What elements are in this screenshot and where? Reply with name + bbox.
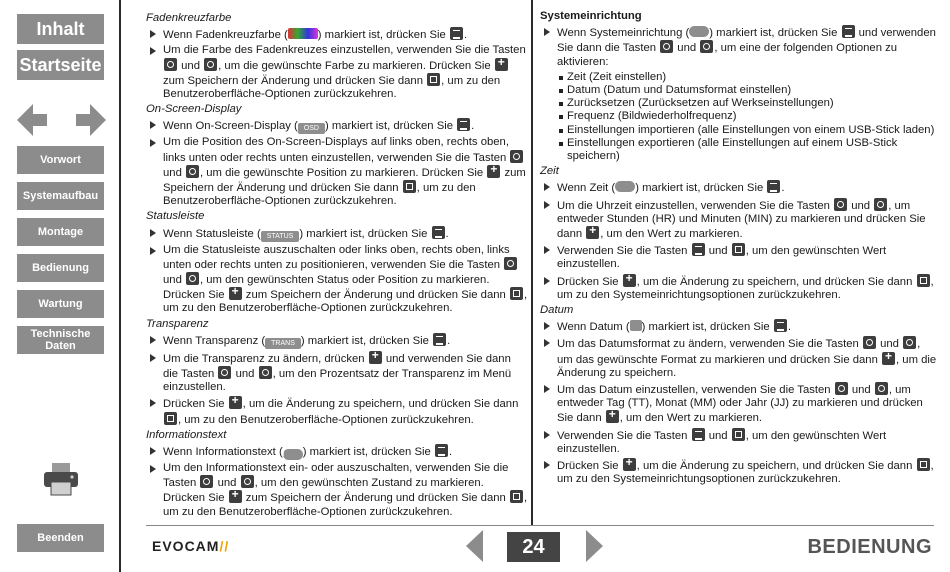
crosshair-color-icon [288,28,318,39]
page-number: 24 [507,532,560,562]
menu-key-icon [767,180,780,193]
trans-icon: TRANS [265,338,301,349]
back-key-icon [427,73,440,86]
plus-key-icon [903,336,916,349]
menu-key-icon [432,226,445,239]
menu-key-icon [433,333,446,346]
menu-key-icon [457,118,470,131]
calendar-icon [630,320,642,331]
menu-key-icon [450,27,463,40]
list-item: Zeit (Zeit einstellen) [540,71,938,84]
contents-button[interactable]: Inhalt [17,14,104,44]
previous-page-icon[interactable] [466,530,483,562]
nav-mounting-button[interactable]: Montage [17,218,104,246]
ok-key-icon [495,58,508,71]
nav-foreword-button[interactable]: Vorwort [17,146,104,174]
info-icon: i [283,449,303,460]
list-item: Um das Datumsformat zu ändern, verwenden Sie die Tasten und , um das gewünschte Format zu markieren und drücken Sie dann +, um die Änderung zu speichern. [540,336,938,380]
heading-system-setup: Systemeinrichtung [540,10,642,22]
next-page-icon[interactable] [586,530,603,562]
list-item: Wenn Statusleiste ( STATUS ) markiert ist, drücken Sie . [146,226,528,242]
list-item: Um die Uhrzeit einzustellen, verwenden Sie die Tasten und , um entweder Stunden (HR) und Minuten (MIN) zu markieren und drücken Sie dann +, um den Wert zu markieren. [540,198,938,242]
back-key-icon [164,412,177,425]
list-item: Um den Informationstext ein- oder auszuschalten, verwenden Sie die Tasten und , um den gewünschten Zustand zu markieren. Drücken Sie + zum Speichern der Änderung und drücken Sie dann , um zu den Benutzeroberfläche-Optionen zurückzukehren. [146,462,528,519]
minus-key-icon [834,198,847,211]
back-key-icon [917,274,930,287]
list-item: Wenn Systemeinrichtung ( ) markiert ist, drücken Sie und verwenden Sie dann die Tasten und , um eine der folgenden Optionen zu aktivieren: [540,25,938,69]
printer-icon[interactable] [43,462,79,496]
exit-button[interactable]: Beenden [17,524,104,552]
menu-key-icon [842,25,855,38]
osd-icon: OSD [298,123,325,134]
minus-key-icon [835,382,848,395]
status-icon: STATUS [261,231,300,242]
list-item: Wenn Transparenz ( TRANS ) markiert ist, drücken Sie . [146,333,528,349]
list-item: Frequenz (Bildwiederholfrequenz) [540,110,938,123]
back-key-icon [510,490,523,503]
minus-key-icon [164,58,177,71]
ok-key-icon [623,458,636,471]
back-key-icon [403,180,416,193]
plus-key-icon [186,165,199,178]
ok-key-icon [369,351,382,364]
clock-icon [615,181,635,192]
next-page-arrow-icon[interactable] [76,104,106,136]
plus-key-icon [241,475,254,488]
ok-key-icon [606,410,619,423]
home-button[interactable]: Startseite [17,50,104,80]
heading-crosshair-color: Fadenkreuzfarbe [146,12,232,24]
column-divider [531,0,533,525]
section-title: BEDIENUNG [807,536,932,558]
heading-status-bar: Statusleiste [146,210,205,223]
back-key-icon [732,243,745,256]
menu-key-icon [692,243,705,256]
menu-key-icon [435,444,448,457]
ok-key-icon [229,396,242,409]
heading-transparency: Transparenz [146,317,209,330]
ok-key-icon [487,165,500,178]
list-item: Verwenden Sie die Tasten und , um den gewünschten Wert einzustellen. [540,243,938,271]
evocam-logo: EVOCAM// [152,538,230,554]
list-item: Datum (Datum und Datumsformat einstellen) [540,84,938,97]
minus-key-icon [863,336,876,349]
list-item: Wenn Datum ( ) markiert ist, drücken Sie . [540,319,938,334]
list-item: Drücken Sie +, um die Änderung zu speichern, und drücken Sie dann , um zu den Systemeinrichtungsoptionen zurückzukehren. [540,274,938,302]
back-key-icon [510,287,523,300]
nav-operation-button[interactable]: Bedienung [17,254,104,282]
back-key-icon [732,428,745,441]
menu-key-icon [692,428,705,441]
list-item: Drücken Sie +, um die Änderung zu speichern, und drücken Sie dann , um zu den Benutzeroberfläche-Optionen zurückzukehren. [146,396,528,426]
plus-key-icon [700,40,713,53]
list-item: Um die Transparenz zu ändern, drücken + und verwenden Sie dann die Tasten und , um den Prozentsatz der Transparenz im Menü einzustellen. [146,351,528,395]
list-item: Wenn Fadenkreuzfarbe ( ) markiert ist, drücken Sie . [146,27,528,42]
plus-key-icon [204,58,217,71]
heading-on-screen-display: On-Screen-Display [146,103,242,116]
ok-key-icon [623,274,636,287]
right-column [540,10,938,489]
list-item: Wenn On-Screen-Display ( OSD ) markiert ist, drücken Sie . [146,118,528,134]
list-item: Einstellungen importieren (alle Einstellungen von einem USB-Stick laden) [540,124,938,137]
list-item: Um die Farbe des Fadenkreuzes einzustellen, verwenden Sie die Tasten und , um die gewünschte Farbe zu markieren. Drücken Sie + zum Speichern der Änderung und drücken Sie dann , um zu den Benutzeroberfläche-Optionen zurückzukehren. [146,44,528,101]
list-item: Wenn Zeit ( ) markiert ist, drücken Sie . [540,180,938,195]
ok-key-icon [229,287,242,300]
heading-date: Datum [540,304,574,317]
nav-system-setup-button[interactable]: Systemaufbau [17,182,104,210]
ok-key-icon [586,226,599,239]
plus-key-icon [875,382,888,395]
footer-divider [146,525,934,526]
menu-key-icon [774,319,787,332]
list-item: Um das Datum einzustellen, verwenden Sie die Tasten und , um entweder Tag (TT), Monat (MM) oder Jahr (JJ) zu markieren und drücken Sie dann +, um den Wert zu markieren. [540,382,938,426]
minus-key-icon [200,475,213,488]
list-item: Um die Position des On-Screen-Displays auf links oben, rechts oben, links unten oder rechts unten einzustellen, verwenden Sie die Tasten und , um die gewünschte Position zu markieren. Drücken Sie + zum Speichern der Änderung und drücken Sie dann , um zu den Benutzeroberfläche-Optionen zurückzukehren. [146,136,528,208]
minus-key-icon [660,40,673,53]
nav-maintenance-button[interactable]: Wartung [17,290,104,318]
list-item: Zurücksetzen (Zurücksetzen auf Werkseinstellungen) [540,97,938,110]
list-item: Um die Statusleiste auszuschalten oder links oben, rechts oben, links unten oder rechts unten zu positionieren, verwenden Sie die Tasten und , um den gewünschten Status oder Position zu markieren. Drücken Sie + zum Speichern der Änderung und drücken Sie dann , um zu den Benutzeroberfläche-Optionen zurückzukehren. [146,244,528,316]
minus-key-icon [504,257,517,270]
heading-information-text: Informationstext [146,428,227,441]
gear-icon [689,26,709,37]
ok-key-icon [229,490,242,503]
minus-key-icon [510,150,523,163]
list-item: Drücken Sie +, um die Änderung zu speichern, und drücken Sie dann , um zu den Systemeinrichtungsoptionen zurückzukehren. [540,458,938,486]
minus-key-icon [218,366,231,379]
plus-key-icon [259,366,272,379]
list-item: Wenn Informationstext (i ) markiert ist, drücken Sie . [146,444,528,460]
ok-key-icon [882,352,895,365]
heading-time: Zeit [540,165,559,178]
list-item: Einstellungen exportieren (alle Einstellungen auf einem USB-Stick speichern) [540,137,938,163]
plus-key-icon [186,272,199,285]
plus-key-icon [874,198,887,211]
nav-technical-data-button[interactable]: Technische Daten [17,326,104,354]
list-item: Verwenden Sie die Tasten und , um den gewünschten Wert einzustellen. [540,428,938,456]
left-column [146,10,528,521]
sidebar [0,0,121,572]
previous-page-arrow-icon[interactable] [17,104,47,136]
back-key-icon [917,458,930,471]
